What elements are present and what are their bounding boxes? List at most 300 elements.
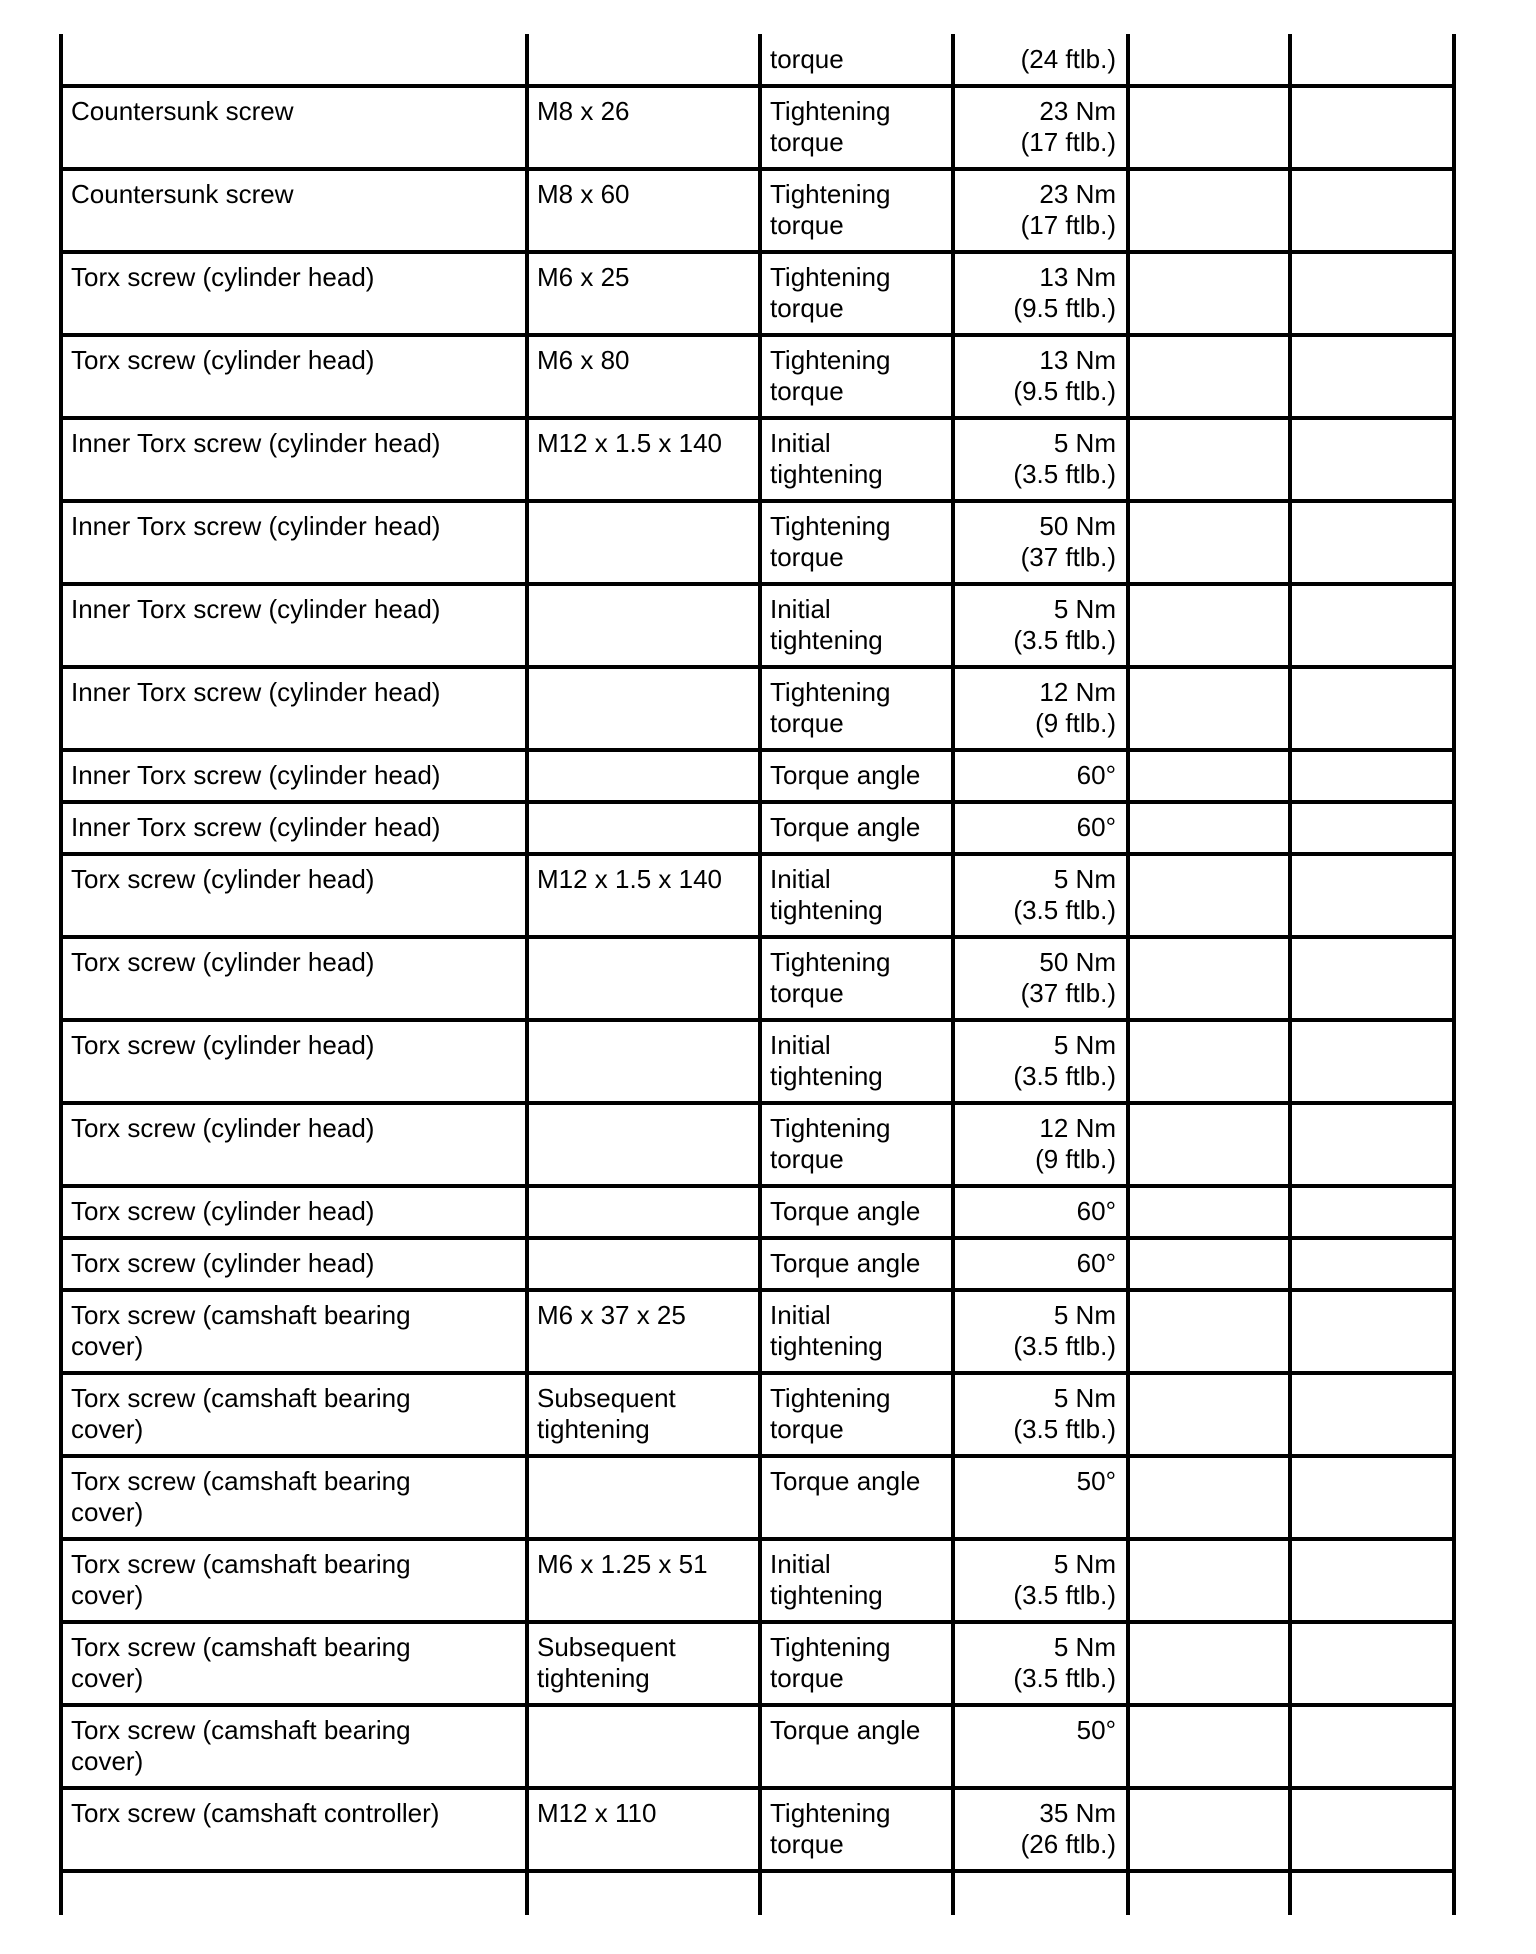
size-cell xyxy=(527,667,760,750)
value-cell xyxy=(953,34,1128,86)
component-cell xyxy=(61,86,527,169)
table-row xyxy=(61,1871,1454,1915)
blank-cell-b xyxy=(1290,854,1454,937)
size-cell xyxy=(527,86,760,169)
value-line: (3.5 ftlb.) xyxy=(1013,625,1116,655)
size-text: M6 x 80 xyxy=(537,345,630,375)
component-line: cover) xyxy=(71,1746,144,1776)
value-cell xyxy=(953,1871,1128,1915)
blank-cell-a xyxy=(1128,750,1290,802)
table-row xyxy=(61,418,1454,501)
blank-cell-a xyxy=(1128,1103,1290,1186)
operation-line: Tightening xyxy=(770,179,891,209)
operation-line: torque xyxy=(770,376,844,406)
size-cell xyxy=(527,501,760,584)
operation-line: Initial xyxy=(770,864,831,894)
value-line: (3.5 ftlb.) xyxy=(1013,1580,1116,1610)
blank-cell-b xyxy=(1290,802,1454,854)
component-cell xyxy=(61,1622,527,1705)
size-cell xyxy=(527,252,760,335)
operation-line: torque xyxy=(770,542,844,572)
table-row xyxy=(61,667,1454,750)
size-cell xyxy=(527,1373,760,1456)
component-cell xyxy=(61,1788,527,1871)
size-cell xyxy=(527,854,760,937)
component-cell xyxy=(61,1871,527,1915)
value-line: 35 Nm xyxy=(1039,1798,1116,1828)
size-cell xyxy=(527,1186,760,1238)
value-cell xyxy=(953,501,1128,584)
blank-cell-a xyxy=(1128,169,1290,252)
value-cell xyxy=(953,802,1128,854)
operation-cell xyxy=(760,1456,953,1539)
blank-cell-b xyxy=(1290,1290,1454,1373)
component-text: Torx screw (cylinder head) xyxy=(71,1030,375,1060)
blank-cell-a xyxy=(1128,937,1290,1020)
component-cell xyxy=(61,1020,527,1103)
operation-line: Tightening xyxy=(770,1113,891,1143)
value-line: 13 Nm xyxy=(1039,345,1116,375)
blank-cell-b xyxy=(1290,1788,1454,1871)
operation-line: Tightening xyxy=(770,1383,891,1413)
value-line: (3.5 ftlb.) xyxy=(1013,459,1116,489)
size-cell xyxy=(527,418,760,501)
value-cell xyxy=(953,1373,1128,1456)
table-row xyxy=(61,1539,1454,1622)
component-cell xyxy=(61,1290,527,1373)
operation-line: Torque angle xyxy=(770,760,921,790)
size-cell xyxy=(527,335,760,418)
operation-cell xyxy=(760,854,953,937)
blank-cell-a xyxy=(1128,1871,1290,1915)
value-line: 50 Nm xyxy=(1039,511,1116,541)
operation-line: Torque angle xyxy=(770,1248,921,1278)
operation-line: torque xyxy=(770,1144,844,1174)
component-text: Torx screw (cylinder head) xyxy=(71,1196,375,1226)
component-cell xyxy=(61,937,527,1020)
operation-line: Initial xyxy=(770,1030,831,1060)
size-cell xyxy=(527,937,760,1020)
value-line: 5 Nm xyxy=(1053,1549,1116,1579)
blank-cell-b xyxy=(1290,750,1454,802)
size-text: M12 x 1.5 x 140 xyxy=(537,864,722,894)
operation-line: torque xyxy=(770,293,844,323)
component-text: Inner Torx screw (cylinder head) xyxy=(71,677,441,707)
operation-cell xyxy=(760,335,953,418)
blank-cell-b xyxy=(1290,1622,1454,1705)
component-cell xyxy=(61,418,527,501)
value-cell xyxy=(953,1456,1128,1539)
operation-line: tightening xyxy=(770,1061,883,1091)
operation-line: Tightening xyxy=(770,947,891,977)
size-line: tightening xyxy=(537,1414,650,1444)
torque-spec-table xyxy=(59,34,1456,1915)
operation-line: Tightening xyxy=(770,262,891,292)
operation-cell xyxy=(760,1871,953,1915)
component-text: Inner Torx screw (cylinder head) xyxy=(71,511,441,541)
component-cell xyxy=(61,1456,527,1539)
value-line: 12 Nm xyxy=(1039,677,1116,707)
operation-line: torque xyxy=(770,210,844,240)
size-cell xyxy=(527,34,760,86)
operation-cell xyxy=(760,1020,953,1103)
table-row xyxy=(61,1290,1454,1373)
component-line: cover) xyxy=(71,1580,144,1610)
component-cell xyxy=(61,34,527,86)
value-cell xyxy=(953,1788,1128,1871)
component-text: Torx screw (cylinder head) xyxy=(71,1248,375,1278)
operation-line: Initial xyxy=(770,428,831,458)
operation-line: Tightening xyxy=(770,96,891,126)
table-row xyxy=(61,937,1454,1020)
blank-cell-a xyxy=(1128,1186,1290,1238)
value-line: 5 Nm xyxy=(1053,1383,1116,1413)
value-line: 5 Nm xyxy=(1053,1300,1116,1330)
value-line: 5 Nm xyxy=(1053,1632,1116,1662)
size-cell xyxy=(527,1103,760,1186)
blank-cell-b xyxy=(1290,1103,1454,1186)
size-text: M6 x 37 x 25 xyxy=(537,1300,686,1330)
component-cell xyxy=(61,1539,527,1622)
operation-cell xyxy=(760,501,953,584)
value-cell xyxy=(953,169,1128,252)
blank-cell-b xyxy=(1290,1871,1454,1915)
blank-cell-b xyxy=(1290,1186,1454,1238)
blank-cell-a xyxy=(1128,854,1290,937)
component-cell xyxy=(61,252,527,335)
component-text: Torx screw (cylinder head) xyxy=(71,947,375,977)
size-cell xyxy=(527,1456,760,1539)
operation-line: Tightening xyxy=(770,1798,891,1828)
table-row xyxy=(61,1020,1454,1103)
value-cell xyxy=(953,335,1128,418)
operation-line: Initial xyxy=(770,594,831,624)
operation-line: Torque angle xyxy=(770,1715,921,1745)
operation-cell xyxy=(760,1705,953,1788)
blank-cell-a xyxy=(1128,1238,1290,1290)
value-line: 50° xyxy=(1076,1466,1116,1496)
size-cell xyxy=(527,1871,760,1915)
size-text: M12 x 110 xyxy=(537,1798,657,1828)
component-cell xyxy=(61,1238,527,1290)
component-cell xyxy=(61,1373,527,1456)
operation-cell xyxy=(760,418,953,501)
component-cell xyxy=(61,584,527,667)
value-line: (3.5 ftlb.) xyxy=(1013,1331,1116,1361)
value-line: (17 ftlb.) xyxy=(1020,210,1116,240)
blank-cell-b xyxy=(1290,501,1454,584)
component-text: Countersunk screw xyxy=(71,179,294,209)
component-text: Torx screw (cylinder head) xyxy=(71,864,375,894)
blank-cell-a xyxy=(1128,501,1290,584)
operation-line: Tightening xyxy=(770,1632,891,1662)
size-text: M8 x 60 xyxy=(537,179,630,209)
operation-line: torque xyxy=(770,708,844,738)
blank-cell-a xyxy=(1128,34,1290,86)
component-cell xyxy=(61,802,527,854)
size-cell xyxy=(527,1622,760,1705)
blank-cell-b xyxy=(1290,252,1454,335)
blank-cell-b xyxy=(1290,584,1454,667)
size-line: tightening xyxy=(537,1663,650,1693)
component-text: Inner Torx screw (cylinder head) xyxy=(71,760,441,790)
component-line: Torx screw (camshaft bearing xyxy=(71,1549,411,1579)
size-cell xyxy=(527,1788,760,1871)
value-line: (37 ftlb.) xyxy=(1020,542,1116,572)
value-cell xyxy=(953,1705,1128,1788)
size-cell xyxy=(527,802,760,854)
blank-cell-b xyxy=(1290,1456,1454,1539)
operation-line: Torque angle xyxy=(770,1466,921,1496)
operation-cell xyxy=(760,86,953,169)
component-text: Inner Torx screw (cylinder head) xyxy=(71,812,441,842)
value-cell xyxy=(953,854,1128,937)
value-line: (9.5 ftlb.) xyxy=(1013,376,1116,406)
size-cell xyxy=(527,1238,760,1290)
operation-line: Torque angle xyxy=(770,1196,921,1226)
operation-cell xyxy=(760,1788,953,1871)
blank-cell-a xyxy=(1128,1539,1290,1622)
value-line: (24 ftlb.) xyxy=(1020,44,1116,74)
blank-cell-b xyxy=(1290,1539,1454,1622)
component-text: Torx screw (camshaft controller) xyxy=(71,1798,440,1828)
table-row xyxy=(61,1186,1454,1238)
component-cell xyxy=(61,1705,527,1788)
operation-line: torque xyxy=(770,44,844,74)
operation-cell xyxy=(760,1103,953,1186)
operation-line: torque xyxy=(770,1663,844,1693)
component-line: cover) xyxy=(71,1414,144,1444)
blank-cell-a xyxy=(1128,252,1290,335)
blank-cell-b xyxy=(1290,1705,1454,1788)
blank-cell-b xyxy=(1290,1238,1454,1290)
blank-cell-a xyxy=(1128,1622,1290,1705)
value-line: (26 ftlb.) xyxy=(1020,1829,1116,1859)
operation-cell xyxy=(760,1186,953,1238)
operation-line: torque xyxy=(770,1829,844,1859)
operation-line: torque xyxy=(770,978,844,1008)
component-line: Torx screw (camshaft bearing xyxy=(71,1383,411,1413)
value-cell xyxy=(953,1103,1128,1186)
value-line: 60° xyxy=(1076,760,1116,790)
operation-cell xyxy=(760,1290,953,1373)
blank-cell-a xyxy=(1128,802,1290,854)
table-row xyxy=(61,854,1454,937)
value-line: 23 Nm xyxy=(1039,179,1116,209)
value-cell xyxy=(953,1186,1128,1238)
operation-cell xyxy=(760,937,953,1020)
value-cell xyxy=(953,418,1128,501)
operation-line: tightening xyxy=(770,459,883,489)
component-line: Torx screw (camshaft bearing xyxy=(71,1632,411,1662)
size-text: M6 x 25 xyxy=(537,262,630,292)
operation-line: Tightening xyxy=(770,677,891,707)
component-line: Torx screw (camshaft bearing xyxy=(71,1466,411,1496)
value-line: 60° xyxy=(1076,1248,1116,1278)
value-line: (9 ftlb.) xyxy=(1035,708,1116,738)
component-cell xyxy=(61,1103,527,1186)
blank-cell-b xyxy=(1290,1020,1454,1103)
component-cell xyxy=(61,169,527,252)
value-line: 12 Nm xyxy=(1039,1113,1116,1143)
blank-cell-a xyxy=(1128,584,1290,667)
value-line: 5 Nm xyxy=(1053,1030,1116,1060)
operation-line: torque xyxy=(770,1414,844,1444)
blank-cell-a xyxy=(1128,418,1290,501)
component-line: Torx screw (camshaft bearing xyxy=(71,1300,411,1330)
size-cell xyxy=(527,169,760,252)
operation-cell xyxy=(760,802,953,854)
value-cell xyxy=(953,750,1128,802)
table-row xyxy=(61,86,1454,169)
size-cell xyxy=(527,584,760,667)
blank-cell-a xyxy=(1128,335,1290,418)
size-cell xyxy=(527,1539,760,1622)
table-row xyxy=(61,34,1454,86)
value-line: (3.5 ftlb.) xyxy=(1013,1061,1116,1091)
operation-cell xyxy=(760,750,953,802)
operation-line: Torque angle xyxy=(770,812,921,842)
value-cell xyxy=(953,1622,1128,1705)
value-line: (9 ftlb.) xyxy=(1035,1144,1116,1174)
table-row xyxy=(61,169,1454,252)
component-cell xyxy=(61,501,527,584)
operation-cell xyxy=(760,169,953,252)
operation-line: tightening xyxy=(770,1580,883,1610)
table-row xyxy=(61,584,1454,667)
component-text: Inner Torx screw (cylinder head) xyxy=(71,428,441,458)
table-body xyxy=(61,34,1454,1915)
component-text: Torx screw (cylinder head) xyxy=(71,1113,375,1143)
operation-cell xyxy=(760,1539,953,1622)
blank-cell-b xyxy=(1290,418,1454,501)
value-line: 13 Nm xyxy=(1039,262,1116,292)
component-cell xyxy=(61,750,527,802)
value-line: (17 ftlb.) xyxy=(1020,127,1116,157)
value-line: 50 Nm xyxy=(1039,947,1116,977)
operation-line: tightening xyxy=(770,625,883,655)
table-row xyxy=(61,1238,1454,1290)
value-line: 60° xyxy=(1076,1196,1116,1226)
blank-cell-b xyxy=(1290,937,1454,1020)
component-cell xyxy=(61,854,527,937)
operation-cell xyxy=(760,667,953,750)
component-line: cover) xyxy=(71,1663,144,1693)
operation-cell xyxy=(760,1238,953,1290)
value-cell xyxy=(953,937,1128,1020)
operation-line: tightening xyxy=(770,895,883,925)
table-row xyxy=(61,252,1454,335)
value-line: 60° xyxy=(1076,812,1116,842)
blank-cell-b xyxy=(1290,1373,1454,1456)
size-text: M6 x 1.25 x 51 xyxy=(537,1549,708,1579)
table-row xyxy=(61,1103,1454,1186)
component-text: Torx screw (cylinder head) xyxy=(71,262,375,292)
table-row xyxy=(61,802,1454,854)
blank-cell-b xyxy=(1290,86,1454,169)
size-cell xyxy=(527,750,760,802)
blank-cell-a xyxy=(1128,1705,1290,1788)
blank-cell-b xyxy=(1290,335,1454,418)
table-row xyxy=(61,335,1454,418)
operation-line: torque xyxy=(770,127,844,157)
table-row xyxy=(61,750,1454,802)
value-cell xyxy=(953,667,1128,750)
component-text: Inner Torx screw (cylinder head) xyxy=(71,594,441,624)
value-line: 50° xyxy=(1076,1715,1116,1745)
value-cell xyxy=(953,1290,1128,1373)
value-line: (3.5 ftlb.) xyxy=(1013,1663,1116,1693)
value-cell xyxy=(953,86,1128,169)
value-cell xyxy=(953,252,1128,335)
operation-cell xyxy=(760,1622,953,1705)
blank-cell-b xyxy=(1290,34,1454,86)
blank-cell-a xyxy=(1128,86,1290,169)
operation-cell xyxy=(760,34,953,86)
size-text: M8 x 26 xyxy=(537,96,630,126)
value-line: 23 Nm xyxy=(1039,96,1116,126)
size-cell xyxy=(527,1705,760,1788)
blank-cell-a xyxy=(1128,1290,1290,1373)
blank-cell-b xyxy=(1290,169,1454,252)
blank-cell-a xyxy=(1128,1373,1290,1456)
table-row xyxy=(61,1705,1454,1788)
table-row xyxy=(61,1622,1454,1705)
blank-cell-a xyxy=(1128,667,1290,750)
operation-line: Tightening xyxy=(770,345,891,375)
table-row xyxy=(61,1788,1454,1871)
operation-cell xyxy=(760,584,953,667)
operation-cell xyxy=(760,252,953,335)
component-cell xyxy=(61,667,527,750)
value-cell xyxy=(953,1020,1128,1103)
size-line: Subsequent xyxy=(537,1632,676,1662)
operation-line: tightening xyxy=(770,1331,883,1361)
value-line: (3.5 ftlb.) xyxy=(1013,1414,1116,1444)
table-row xyxy=(61,501,1454,584)
size-cell xyxy=(527,1020,760,1103)
value-line: 5 Nm xyxy=(1053,864,1116,894)
table-row xyxy=(61,1456,1454,1539)
component-line: Torx screw (camshaft bearing xyxy=(71,1715,411,1745)
value-line: (9.5 ftlb.) xyxy=(1013,293,1116,323)
operation-line: Initial xyxy=(770,1300,831,1330)
value-cell xyxy=(953,1539,1128,1622)
table-row xyxy=(61,1373,1454,1456)
component-text: Countersunk screw xyxy=(71,96,294,126)
component-text: Torx screw (cylinder head) xyxy=(71,345,375,375)
component-line: cover) xyxy=(71,1497,144,1527)
operation-cell xyxy=(760,1373,953,1456)
value-line: 5 Nm xyxy=(1053,428,1116,458)
value-line: (3.5 ftlb.) xyxy=(1013,895,1116,925)
value-line: 5 Nm xyxy=(1053,594,1116,624)
blank-cell-a xyxy=(1128,1020,1290,1103)
value-cell xyxy=(953,1238,1128,1290)
blank-cell-a xyxy=(1128,1788,1290,1871)
component-cell xyxy=(61,335,527,418)
size-line: Subsequent xyxy=(537,1383,676,1413)
operation-line: Tightening xyxy=(770,511,891,541)
operation-line: Initial xyxy=(770,1549,831,1579)
size-cell xyxy=(527,1290,760,1373)
blank-cell-a xyxy=(1128,1456,1290,1539)
blank-cell-b xyxy=(1290,667,1454,750)
size-text: M12 x 1.5 x 140 xyxy=(537,428,722,458)
component-line: cover) xyxy=(71,1331,144,1361)
value-cell xyxy=(953,584,1128,667)
component-cell xyxy=(61,1186,527,1238)
